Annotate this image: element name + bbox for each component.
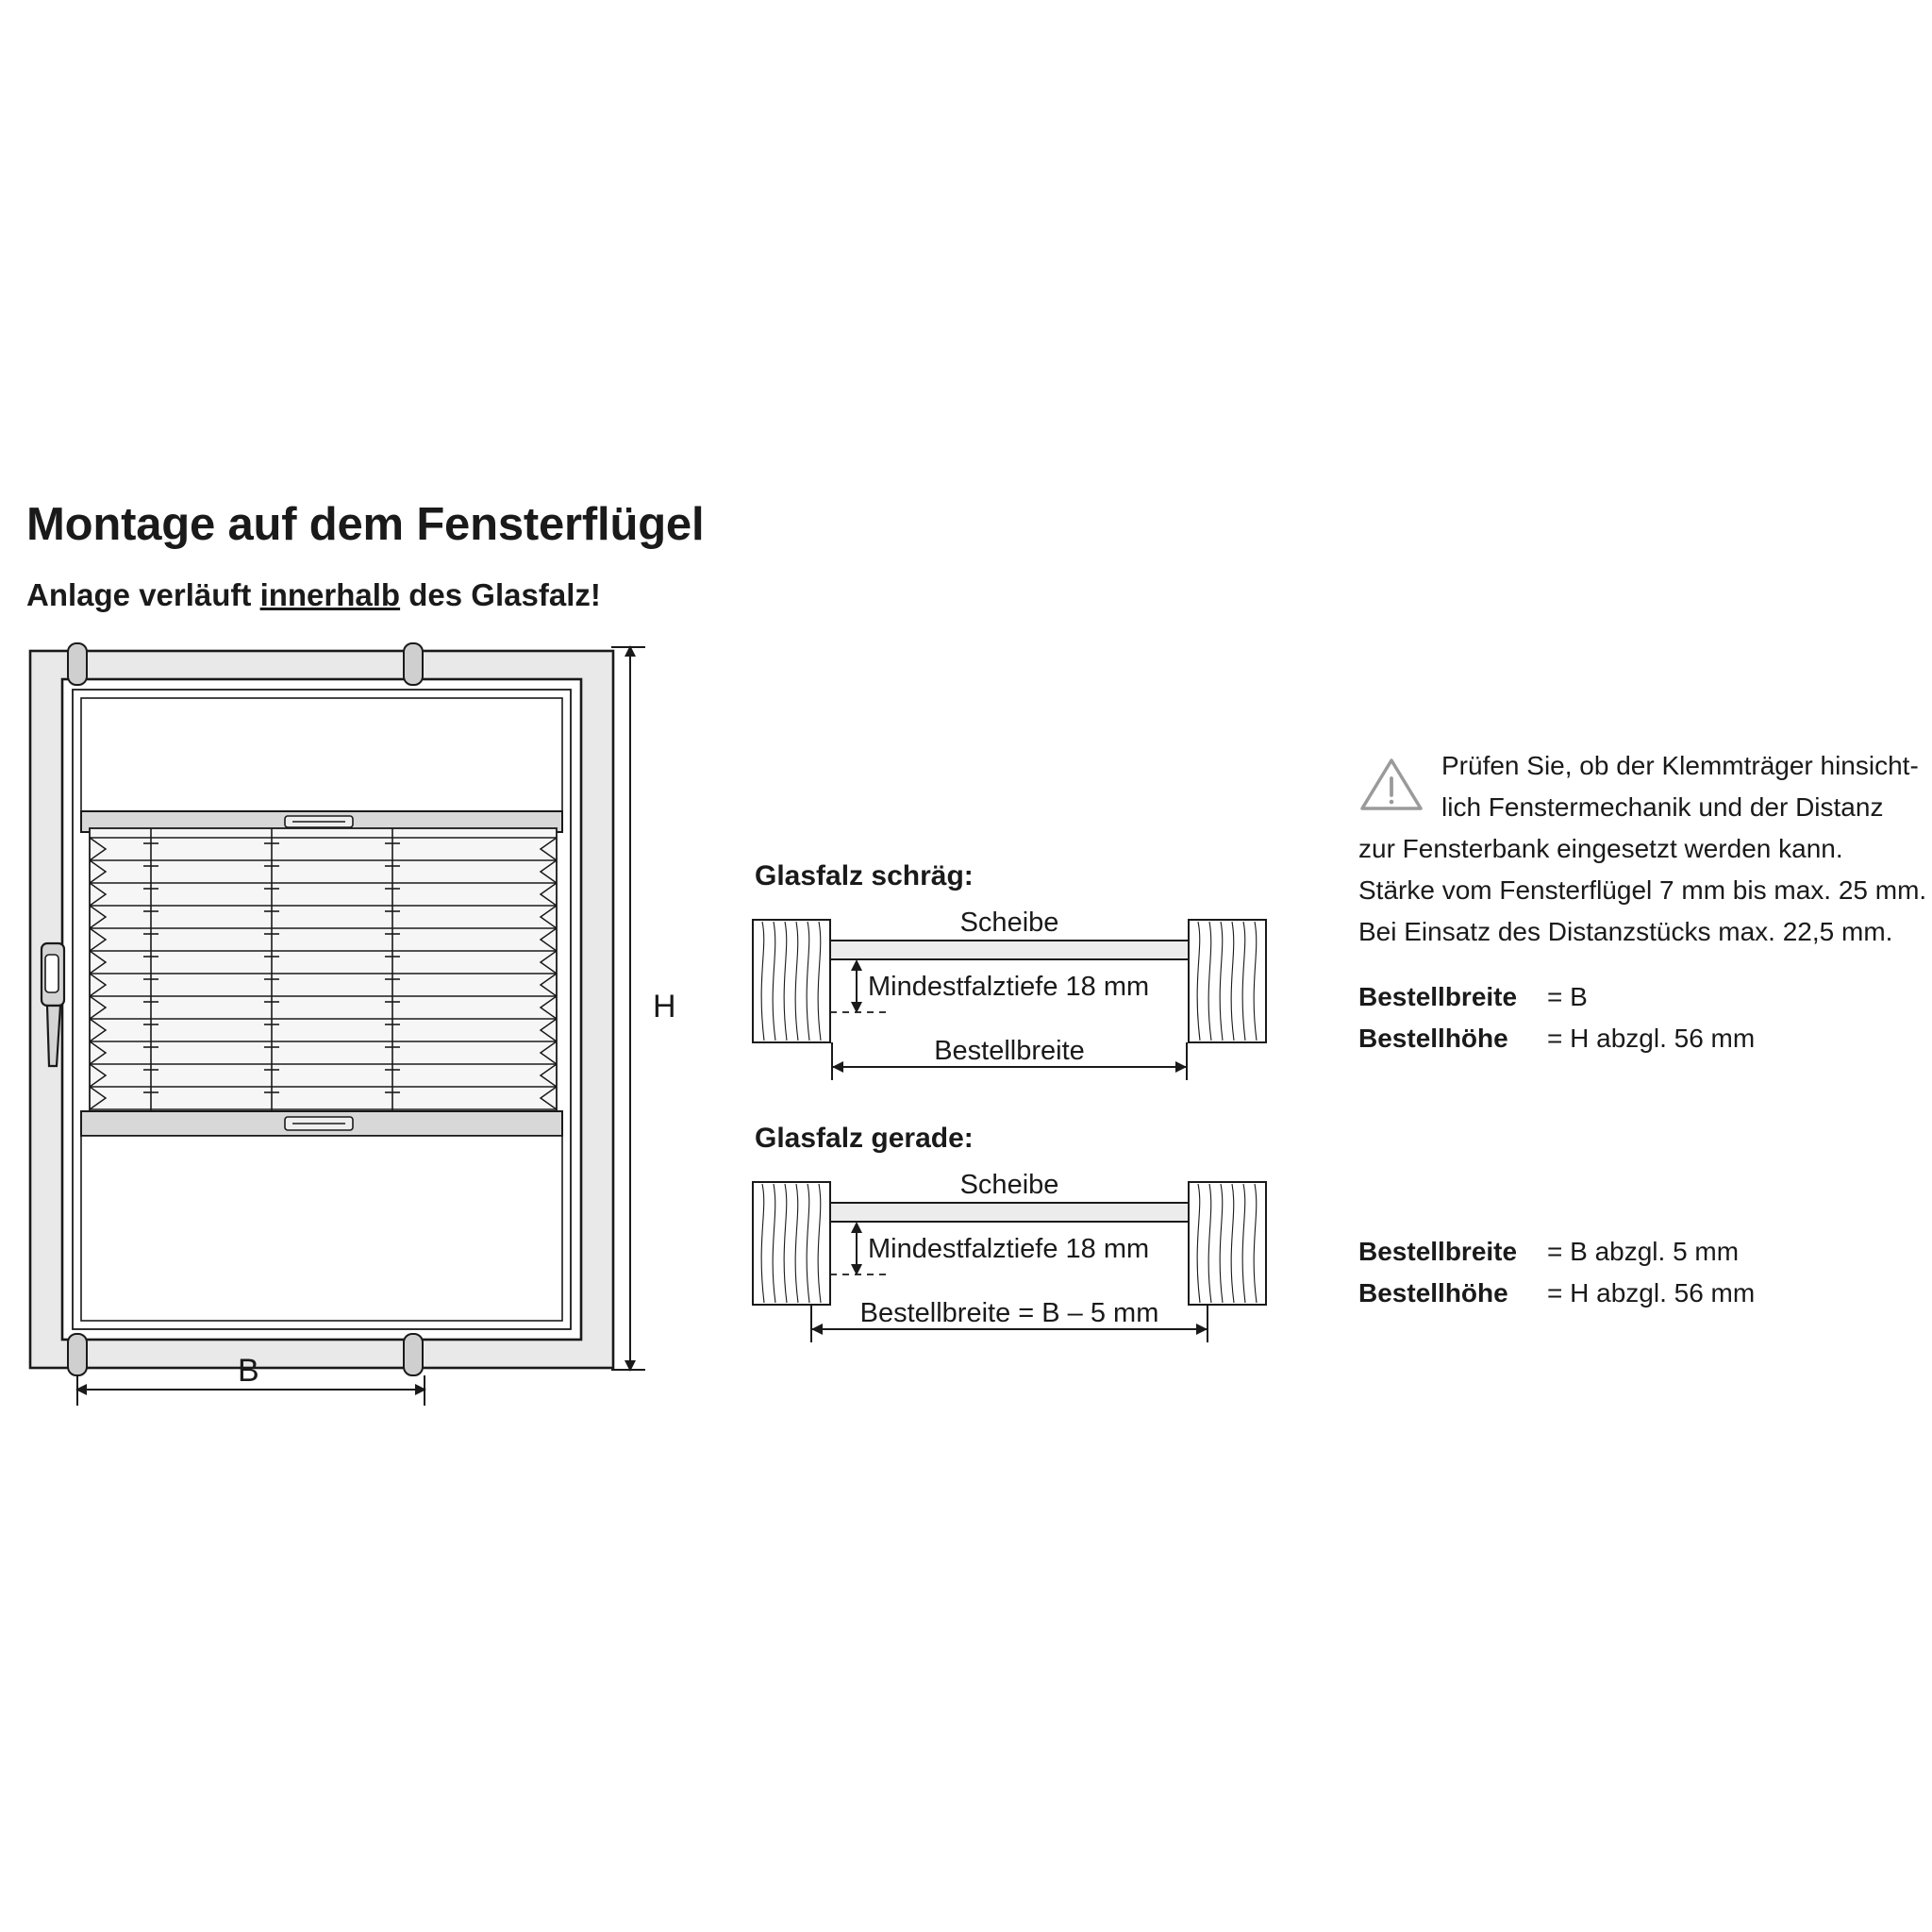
width-dimension-label: B: [238, 1353, 259, 1389]
order-width-label-schraeg: Bestellbreite: [934, 1036, 1085, 1066]
subtitle-prefix: Anlage verläuft: [26, 577, 260, 612]
glass-pane: [830, 941, 1189, 959]
notice-line: Stärke vom Fensterflügel 7 mm bis max. 25 mm.: [1358, 875, 1927, 905]
height-dimension: [611, 645, 645, 1372]
depth-dimension-schraeg: [851, 959, 862, 1013]
notice-line: Prüfen Sie, ob der Klemmträger hinsicht-: [1441, 751, 1919, 780]
section-label-glasfalz-gerade: Glasfalz gerade:: [755, 1123, 974, 1154]
glass-upper: [81, 698, 562, 811]
spec-value: = B abzgl. 5 mm: [1547, 1237, 1740, 1266]
glass-pane: [830, 1203, 1189, 1222]
spec-block-glasfalz-schraeg: [1358, 976, 1755, 1059]
page-subtitle: [26, 577, 601, 613]
notice-line: lich Fenstermechanik und der Distanz: [1441, 792, 1884, 822]
spec-value: = H abzgl. 56 mm: [1547, 1278, 1756, 1307]
spec-row: [1358, 976, 1755, 1018]
order-width-label-gerade: Bestellbreite = B – 5 mm: [859, 1298, 1159, 1328]
depth-label-gerade: Mindestfalztiefe 18 mm: [868, 1234, 1150, 1264]
spec-row: [1358, 1018, 1755, 1059]
spec-key: Bestellbreite: [1358, 1237, 1518, 1266]
wood-block-right: [1189, 920, 1266, 1042]
pleated-blind-bottom-rail: [81, 1111, 562, 1136]
window-elevation-drawing: [19, 641, 736, 1415]
page-title: Montage auf dem Fensterflügel: [26, 499, 705, 550]
pane-label-schraeg: Scheibe: [959, 908, 1059, 938]
height-dimension-label: H: [653, 989, 676, 1024]
depth-dimension-gerade: [851, 1222, 862, 1275]
cross-section-glasfalz-gerade: [745, 1163, 1274, 1361]
subtitle-suffix: des Glasfalz!: [400, 577, 601, 612]
wood-block-left: [753, 1182, 830, 1305]
spec-value: = H abzgl. 56 mm: [1547, 1024, 1756, 1053]
spec-block-glasfalz-gerade: [1358, 1231, 1755, 1314]
spec-row: [1358, 1231, 1755, 1273]
cross-section-glasfalz-schraeg: [745, 901, 1274, 1099]
spec-key: Bestellhöhe: [1358, 1024, 1508, 1053]
depth-label-schraeg: Mindestfalztiefe 18 mm: [868, 972, 1150, 1002]
spec-key: Bestellhöhe: [1358, 1278, 1508, 1307]
notice-line: Bei Einsatz des Distanzstücks max. 22,5 mm.: [1358, 917, 1893, 946]
pleated-fabric: [90, 828, 557, 1111]
notice-text: [1358, 745, 1927, 953]
section-label-glasfalz-schraeg: Glasfalz schräg:: [755, 860, 974, 891]
spec-key: Bestellbreite: [1358, 982, 1518, 1011]
notice-line: zur Fensterbank eingesetzt werden kann.: [1358, 834, 1843, 863]
pane-label-gerade: Scheibe: [959, 1170, 1059, 1200]
spec-row: [1358, 1273, 1755, 1314]
glass-lower: [81, 1136, 562, 1321]
wood-block-right: [1189, 1182, 1266, 1305]
subtitle-emphasis: innerhalb: [259, 577, 401, 612]
wood-block-left: [753, 920, 830, 1042]
spec-value: = B: [1547, 982, 1588, 1011]
